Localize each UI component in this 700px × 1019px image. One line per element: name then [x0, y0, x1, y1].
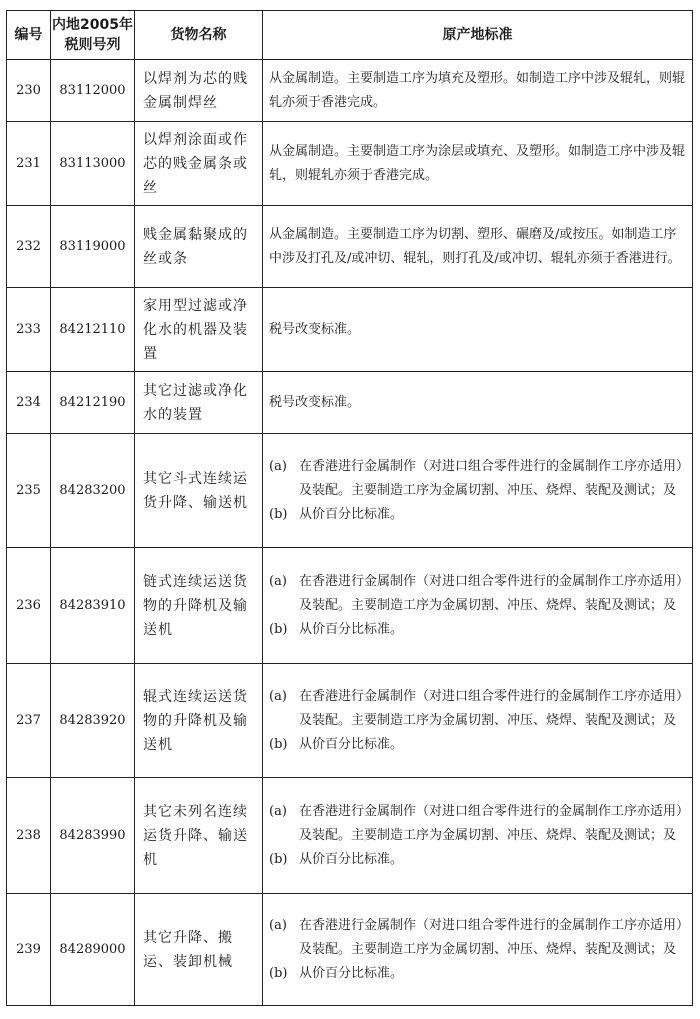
row-number: 231	[7, 122, 51, 206]
row-goods-name: 其它斗式连续运货升降、输送机	[135, 434, 263, 548]
row-origin-standard: 从金属制造。主要制造工序为切割、塑形、碾磨及/或按压。如制造工序中涉及打孔及/或冲切、辊轧，则打孔及/或冲切、辊轧亦须于香港进行。	[263, 206, 693, 288]
row-tariff-code: 83119000	[51, 206, 135, 288]
row-number: 236	[7, 548, 51, 664]
header-tariff-code-line1: 内地2005年	[52, 17, 133, 33]
criterion-b	[269, 503, 688, 527]
row-number: 234	[7, 372, 51, 434]
row-number: 232	[7, 206, 51, 288]
row-tariff-code: 84212190	[51, 372, 135, 434]
criterion-b-text: 从价百分比标准。	[299, 965, 404, 981]
row-goods-name: 以焊剂为芯的贱金属制焊丝	[135, 60, 263, 122]
header-tariff-code-line2: 税则号列	[64, 37, 121, 53]
criterion-a-label: (a)	[269, 917, 287, 933]
criterion-a-text: 在香港进行金属制作（对进口组合零件进行的金属制作工序亦适用）及装配。主要制造工序为金属切割、冲压、烧焊、装配及测试；及	[299, 458, 683, 498]
criterion-a-label: (a)	[269, 688, 287, 704]
criterion-a-text: 在香港进行金属制作（对进口组合零件进行的金属制作工序亦适用）及装配。主要制造工序为金属切割、冲压、烧焊、装配及测试；及	[299, 688, 683, 728]
row-tariff-code: 84283990	[51, 778, 135, 894]
criterion-a	[269, 685, 688, 733]
row-origin-standard	[263, 664, 693, 778]
criterion-a	[269, 914, 688, 962]
row-number: 230	[7, 60, 51, 122]
header-row	[7, 11, 693, 60]
row-origin-standard: 从金属制造。主要制造工序为涂层或填充、及塑形。如制造工序中涉及辊轧，则辊轧亦须于香港完成。	[263, 122, 693, 206]
row-goods-name: 链式连续运送货物的升降机及输送机	[135, 548, 263, 664]
criterion-b	[269, 962, 688, 986]
row-goods-name: 以焊剂涂面或作芯的贱金属条或丝	[135, 122, 263, 206]
row-goods-name: 家用型过滤或净化水的机器及装置	[135, 288, 263, 372]
row-origin-standard	[263, 894, 693, 1006]
criterion-a	[269, 570, 688, 618]
criterion-b	[269, 848, 688, 872]
row-tariff-code: 84289000	[51, 894, 135, 1006]
criterion-b	[269, 618, 688, 642]
row-goods-name: 贱金属黏聚成的丝或条	[135, 206, 263, 288]
row-origin-standard	[263, 778, 693, 894]
row-number: 237	[7, 664, 51, 778]
criterion-b-label: (b)	[269, 506, 288, 522]
row-goods-name: 其它未列名连续运货升降、输送机	[135, 778, 263, 894]
row-origin-standard: 从金属制造。主要制造工序为填充及塑形。如制造工序中涉及辊轧，则辊轧亦须于香港完成。	[263, 60, 693, 122]
table-row	[7, 894, 693, 1006]
row-tariff-code: 84283200	[51, 434, 135, 548]
criterion-b	[269, 733, 688, 757]
table-row	[7, 548, 693, 664]
table-row	[7, 60, 693, 122]
row-tariff-code: 83113000	[51, 122, 135, 206]
row-number: 235	[7, 434, 51, 548]
criterion-a-text: 在香港进行金属制作（对进口组合零件进行的金属制作工序亦适用）及装配。主要制造工序为金属切割、冲压、烧焊、装配及测试；及	[299, 803, 683, 843]
criterion-b-text: 从价百分比标准。	[299, 736, 404, 752]
row-goods-name: 辊式连续运送货物的升降机及输送机	[135, 664, 263, 778]
row-number: 233	[7, 288, 51, 372]
header-tariff-code	[51, 11, 135, 60]
criterion-b-text: 从价百分比标准。	[299, 506, 404, 522]
row-number: 238	[7, 778, 51, 894]
row-number: 239	[7, 894, 51, 1006]
table-row	[7, 288, 693, 372]
table-row	[7, 372, 693, 434]
row-tariff-code: 84283920	[51, 664, 135, 778]
criterion-a-text: 在香港进行金属制作（对进口组合零件进行的金属制作工序亦适用）及装配。主要制造工序为金属切割、冲压、烧焊、装配及测试；及	[299, 917, 683, 957]
row-origin-standard	[263, 434, 693, 548]
header-goods-name: 货物名称	[135, 11, 263, 60]
row-tariff-code: 83112000	[51, 60, 135, 122]
row-tariff-code: 84212110	[51, 288, 135, 372]
header-number: 编号	[7, 11, 51, 60]
criterion-a	[269, 455, 688, 503]
criterion-b-text: 从价百分比标准。	[299, 851, 404, 867]
criterion-b-label: (b)	[269, 621, 288, 637]
origin-standards-table	[6, 10, 693, 1006]
criterion-b-label: (b)	[269, 736, 288, 752]
row-tariff-code: 84283910	[51, 548, 135, 664]
table-row	[7, 434, 693, 548]
row-origin-standard: 税号改变标准。	[263, 288, 693, 372]
criterion-b-label: (b)	[269, 965, 288, 981]
row-origin-standard: 税号改变标准。	[263, 372, 693, 434]
criterion-a	[269, 800, 688, 848]
criterion-a-label: (a)	[269, 573, 287, 589]
criterion-b-label: (b)	[269, 851, 288, 867]
criterion-a-label: (a)	[269, 803, 287, 819]
table-row	[7, 122, 693, 206]
criterion-a-label: (a)	[269, 458, 287, 474]
table-row	[7, 664, 693, 778]
table-row	[7, 778, 693, 894]
criterion-b-text: 从价百分比标准。	[299, 621, 404, 637]
header-origin-standard: 原产地标准	[263, 11, 693, 60]
row-goods-name: 其它过滤或净化水的装置	[135, 372, 263, 434]
table-row	[7, 206, 693, 288]
row-origin-standard	[263, 548, 693, 664]
criterion-a-text: 在香港进行金属制作（对进口组合零件进行的金属制作工序亦适用）及装配。主要制造工序为金属切割、冲压、烧焊、装配及测试；及	[299, 573, 683, 613]
row-goods-name: 其它升降、搬运、装卸机械	[135, 894, 263, 1006]
